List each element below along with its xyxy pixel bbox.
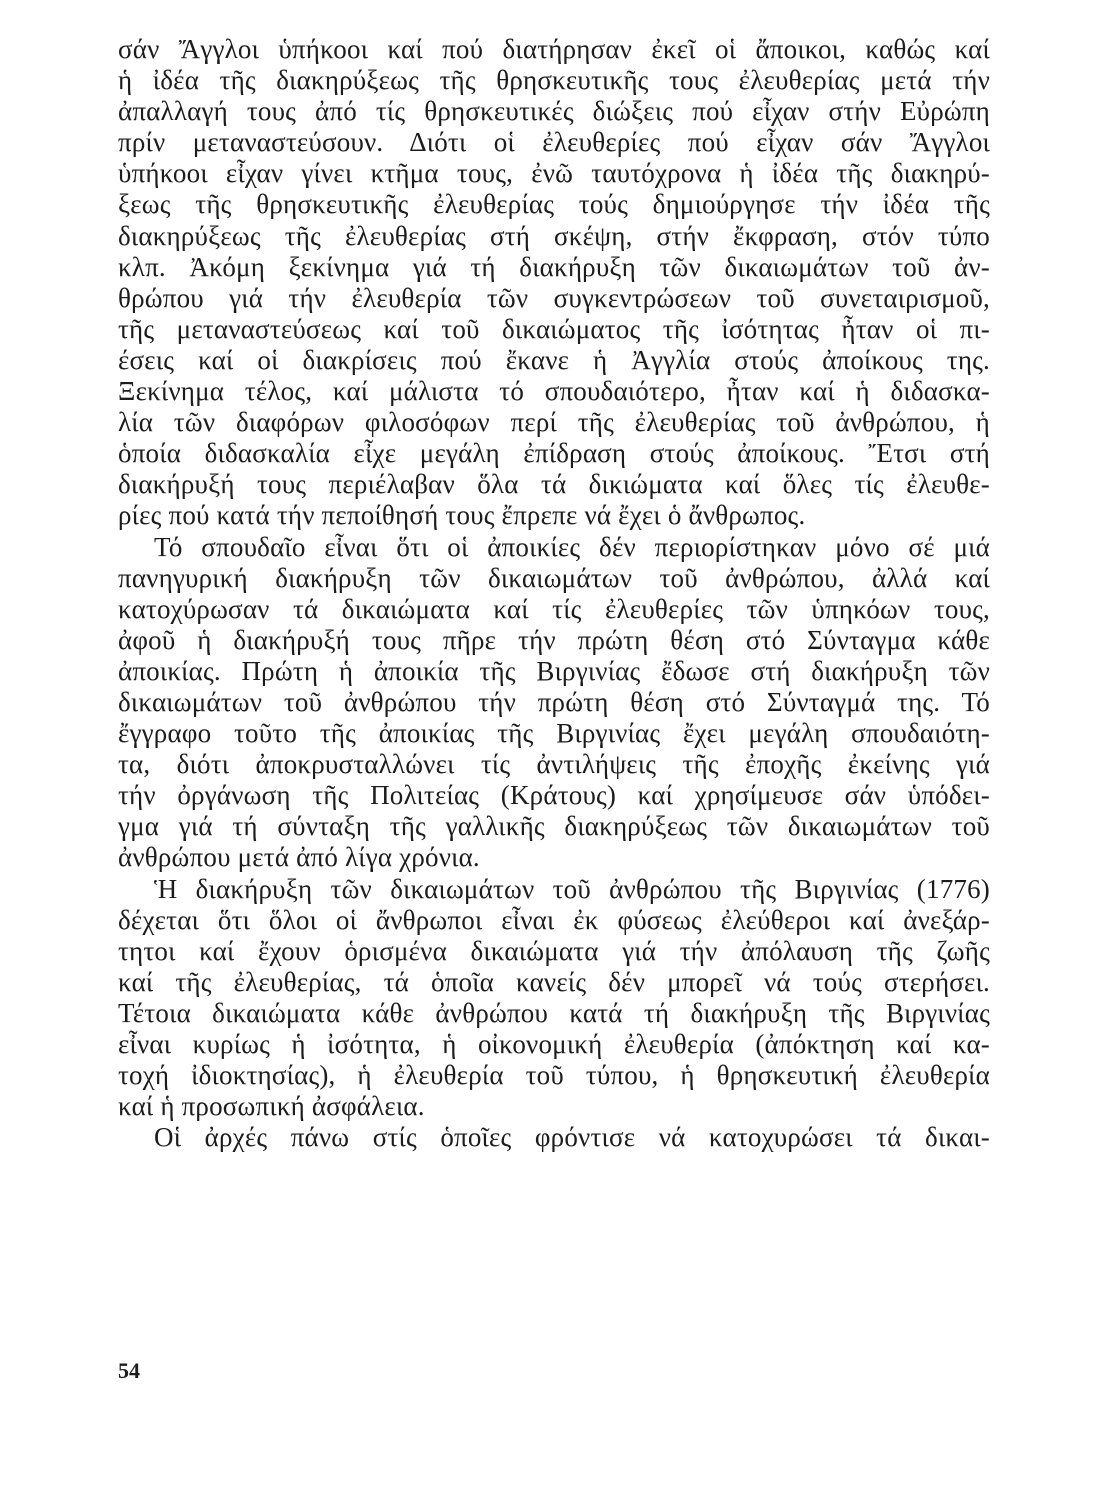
text-line: σάν Ἄγγλοι ὑπήκοοι καί πού διατήρησαν ἐκεῖ οἱ ἄποικοι, καθώς καί bbox=[118, 34, 990, 64]
text-line: δικαιωμάτων τοῦ ἀνθρώπου τήν πρώτη θέση στό Σύνταγμά της. Τό bbox=[118, 686, 990, 717]
text-line: θρώπου γιά τήν ἐλευθερία τῶν συγκεντρώσεων τοῦ συνεταιρισμοῦ, bbox=[118, 282, 990, 313]
text-line: διακηρύξεως τῆς ἐλευθερίας στή σκέψη, στήν ἔκφραση, στόν τύπο bbox=[118, 220, 990, 251]
text-line: λία τῶν διαφόρων φιλοσόφων περί τῆς ἐλευθερίας τοῦ ἀνθρώπου, ἡ bbox=[118, 407, 990, 438]
text-line: δέχεται ὅτι ὅλοι οἱ ἄνθρωποι εἶναι ἐκ φύσεως ἐλεύθεροι καί ἀνεξάρ- bbox=[118, 904, 990, 935]
text-line: ξεως τῆς θρησκευτικῆς ἐλευθερίας τούς δημιούργησε τήν ἰδέα τῆς bbox=[118, 189, 990, 220]
text-line: ρίες πού κατά τήν πεποίθησή τους ἔπρεπε νά ἔχει ὁ ἄνθρωπος. bbox=[118, 500, 806, 531]
text-line: κλπ. Ἀκόμη ξεκίνημα γιά τή διακήρυξη τῶν δικαιωμάτων τοῦ ἀν- bbox=[118, 251, 990, 282]
text-line: καί τῆς ἐλευθερίας, τά ὁποῖα κανείς δέν μπορεῖ νά τούς στερήσει. bbox=[118, 966, 990, 997]
text-line: ὑπήκοοι εἶχαν γίνει κτῆμα τους, ἐνῶ ταυτόχρονα ἡ ἰδέα τῆς διακηρύ- bbox=[118, 158, 990, 189]
page-text-body bbox=[118, 34, 990, 1153]
text-line: τῆς μεταναστεύσεως καί τοῦ δικαιώματος τῆς ἰσότητας ἦταν οἱ πι- bbox=[118, 313, 990, 344]
text-line: Τό σπουδαῖο εἶναι ὅτι οἱ ἀποικίες δέν περιορίστηκαν μόνο σέ μιά bbox=[154, 531, 990, 562]
text-line: τητοι καί ἔχουν ὁρισμένα δικαιώματα γιά τήν ἀπόλαυση τῆς ζωῆς bbox=[118, 935, 990, 966]
text-line: τήν ὀργάνωση τῆς Πολιτείας (Κράτους) καί χρησίμευσε σάν ὑπόδει- bbox=[118, 780, 990, 811]
text-line: ἡ ἰδέα τῆς διακηρύξεως τῆς θρησκευτικῆς τους ἐλευθερίας μετά τήν bbox=[118, 65, 990, 96]
page-number: 54 bbox=[118, 1358, 140, 1383]
text-line: ἀποικίας. Πρώτη ἡ ἀποικία τῆς Βιργινίας ἔδωσε στή διακήρυξη τῶν bbox=[118, 655, 990, 686]
text-line: έσεις καί οἱ διακρίσεις πού ἔκανε ἡ Ἀγγλία στούς ἀποίκους της. bbox=[118, 344, 990, 375]
text-line: Οἱ ἀρχές πάνω στίς ὁποῖες φρόντισε νά κατοχυρώσει τά δικαι- bbox=[154, 1122, 990, 1153]
text-line: κατοχύρωσαν τά δικαιώματα καί τίς ἐλευθερίες τῶν ὑπηκόων τους, bbox=[118, 593, 990, 624]
text-line: ἀφοῦ ἡ διακήρυξή τους πῆρε τήν πρώτη θέση στό Σύνταγμα κάθε bbox=[118, 624, 990, 655]
text-line: διακήρυξή τους περιέλαβαν ὅλα τά δικιώματα καί ὅλες τίς ἐλευθε- bbox=[118, 469, 990, 500]
text-line: καί ἡ προσωπική ἀσφάλεια. bbox=[118, 1091, 425, 1122]
text-line: ἀνθρώπου μετά ἀπό λίγα χρόνια. bbox=[118, 842, 480, 873]
text-line: πανηγυρική διακήρυξη τῶν δικαιωμάτων τοῦ ἀνθρώπου, ἀλλά καί bbox=[118, 562, 990, 593]
text-line: τα, διότι ἀποκρυσταλλώνει τίς ἀντιλήψεις τῆς ἐποχῆς ἐκείνης γιά bbox=[118, 749, 990, 780]
text-line: Ἡ διακήρυξη τῶν δικαιωμάτων τοῦ ἀνθρώπου τῆς Βιργινίας (1776) bbox=[154, 873, 990, 904]
text-line: Τέτοια δικαιώματα κάθε ἀνθρώπου κατά τή διακήρυξη τῆς Βιργινίας bbox=[118, 997, 990, 1028]
text-line: ἔγγραφο τοῦτο τῆς ἀποικίας τῆς Βιργινίας ἔχει μεγάλη σπουδαιότη- bbox=[118, 718, 990, 749]
text-line: γμα γιά τή σύνταξη τῆς γαλλικῆς διακηρύξεως τῶν δικαιωμάτων τοῦ bbox=[118, 811, 990, 842]
text-line: ὁποία διδασκαλία εἶχε μεγάλη ἐπίδραση στούς ἀποίκους. Ἔτσι στή bbox=[118, 438, 990, 469]
text-line: πρίν μεταναστεύσουν. Διότι οἱ ἐλευθερίες πού εἶχαν σάν Ἄγγλοι bbox=[118, 127, 990, 158]
text-line: τοχή ἰδιοκτησίας), ἡ ἐλευθερία τοῦ τύπου, ἡ θρησκευτική ἐλευθερία bbox=[118, 1060, 990, 1091]
text-line: ἀπαλλαγή τους ἀπό τίς θρησκευτικές διώξεις πού εἶχαν στήν Εὐρώπη bbox=[118, 96, 990, 127]
text-line: Ξεκίνημα τέλος, καί μάλιστα τό σπουδαιότερο, ἦταν καί ἡ διδασκα- bbox=[118, 376, 990, 407]
text-line: εἶναι κυρίως ἡ ἰσότητα, ἡ οἰκονομική ἐλευθερία (ἀπόκτηση καί κα- bbox=[118, 1029, 990, 1059]
